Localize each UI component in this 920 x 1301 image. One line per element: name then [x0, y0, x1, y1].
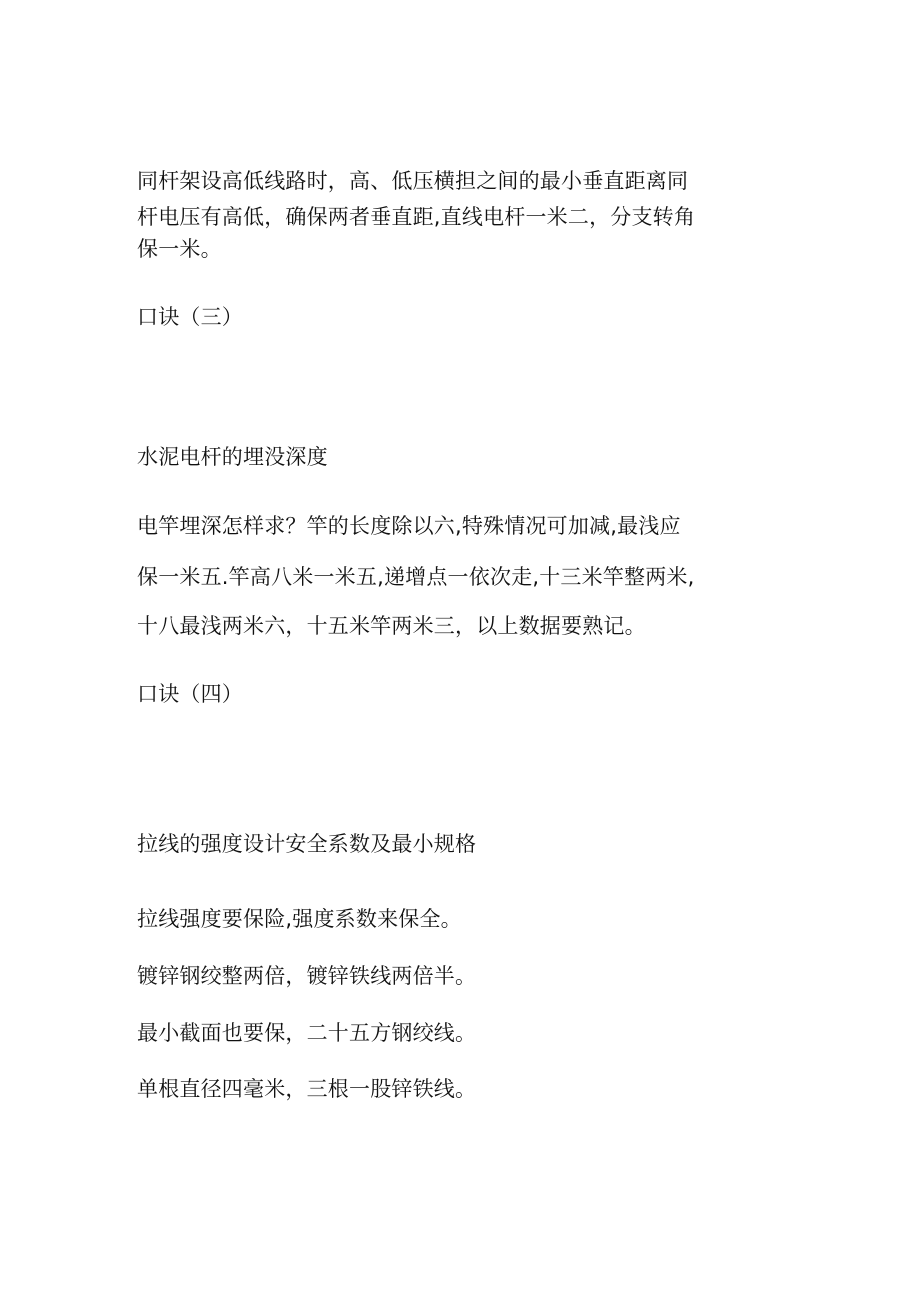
paragraph-line: 单根直径四毫米，三根一股锌铁线。 — [137, 1077, 477, 1101]
paragraph-line: 保一米五.竿高八米一米五,递增点一依次走,十三米竿整两米, — [137, 565, 695, 589]
section-title: 水泥电杆的埋没深度 — [137, 445, 328, 469]
paragraph-line: 保一米。 — [137, 237, 222, 261]
paragraph-line: 同杆架设高低线路时，高、低压横担之间的最小垂直距离同 — [137, 169, 689, 193]
paragraph-line: 镀锌钢绞整两倍，镀锌铁线两倍半。 — [137, 964, 477, 988]
paragraph-line: 拉线强度要保险,强度系数来保全。 — [137, 907, 462, 931]
section-heading: 口诀（四） — [137, 682, 243, 706]
paragraph-line: 杆电压有高低，确保两者垂直距,直线电杆一米二，分支转角 — [137, 205, 696, 229]
paragraph-line: 十八最浅两米六，十五米竿两米三，以上数据要熟记。 — [137, 614, 646, 638]
paragraph-line: 最小截面也要保，二十五方钢绞线。 — [137, 1021, 477, 1045]
section-heading: 口诀（三） — [137, 305, 243, 329]
section-title: 拉线的强度设计安全系数及最小规格 — [137, 832, 477, 856]
paragraph-line: 电竿埋深怎样求？竿的长度除以六,特殊情况可加减,最浅应 — [137, 514, 681, 538]
